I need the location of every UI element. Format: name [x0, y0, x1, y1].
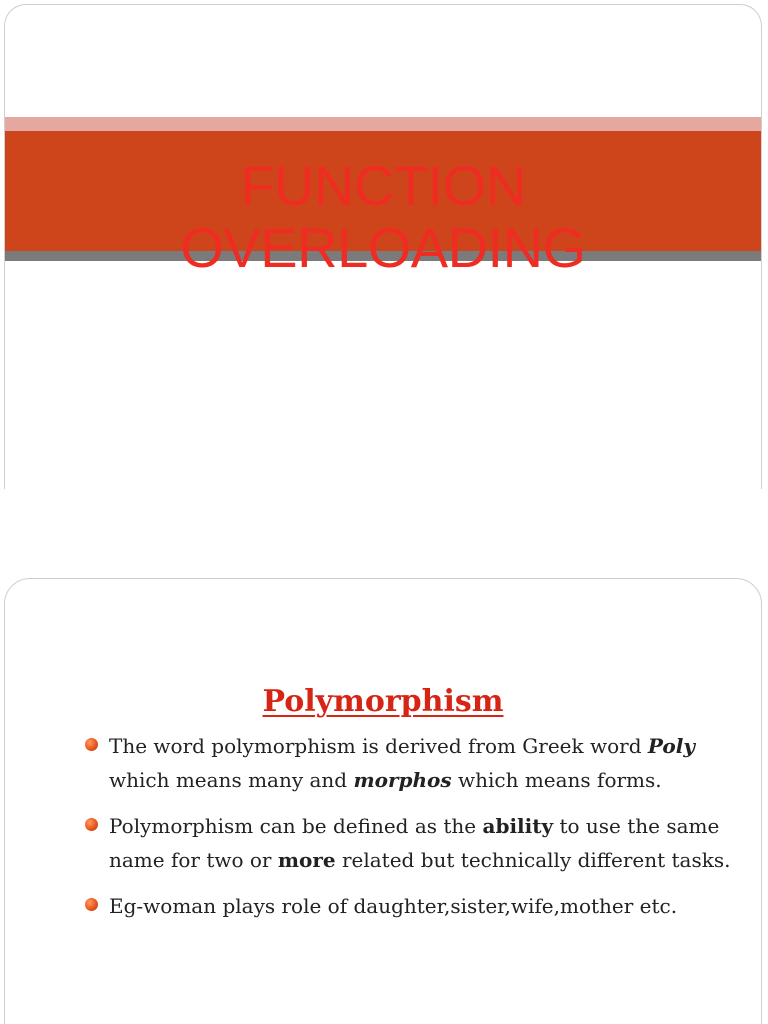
title-slide	[4, 4, 762, 489]
bullet-text: Eg-woman plays role of daughter,sister,wife,mother etc.	[109, 894, 678, 918]
slide-title-line1: FUNCTION	[240, 154, 526, 217]
bullet-emphasis: more	[277, 848, 336, 872]
bullet-text: Polymorphism can be defined as the	[109, 814, 483, 838]
bullet-text: to use the same name for two or	[109, 814, 720, 872]
bullet-text: related but technically different tasks.	[335, 848, 731, 872]
bullet-text: which means forms.	[451, 768, 662, 792]
bullet-emphasis: morphos	[353, 768, 452, 792]
bullet-item	[81, 729, 741, 797]
bullet-text: The word polymorphism is derived from Greek word	[109, 734, 648, 758]
bullet-dot-icon	[85, 738, 98, 751]
bullet-item	[81, 889, 741, 923]
bullet-list	[81, 729, 741, 935]
slide-heading: Polymorphism	[262, 684, 504, 719]
polymorphism-slide	[4, 578, 762, 1024]
title-band-highlight	[5, 117, 761, 131]
bullet-dot-icon	[85, 818, 98, 831]
bullet-emphasis: ability	[482, 814, 554, 838]
bullet-text: which means many and	[109, 768, 354, 792]
slide-title	[5, 155, 761, 279]
bullet-emphasis: Poly	[647, 734, 695, 758]
slide-title-line2: OVERLOADING	[180, 216, 586, 279]
bullet-dot-icon	[85, 898, 98, 911]
bullet-item	[81, 809, 741, 877]
